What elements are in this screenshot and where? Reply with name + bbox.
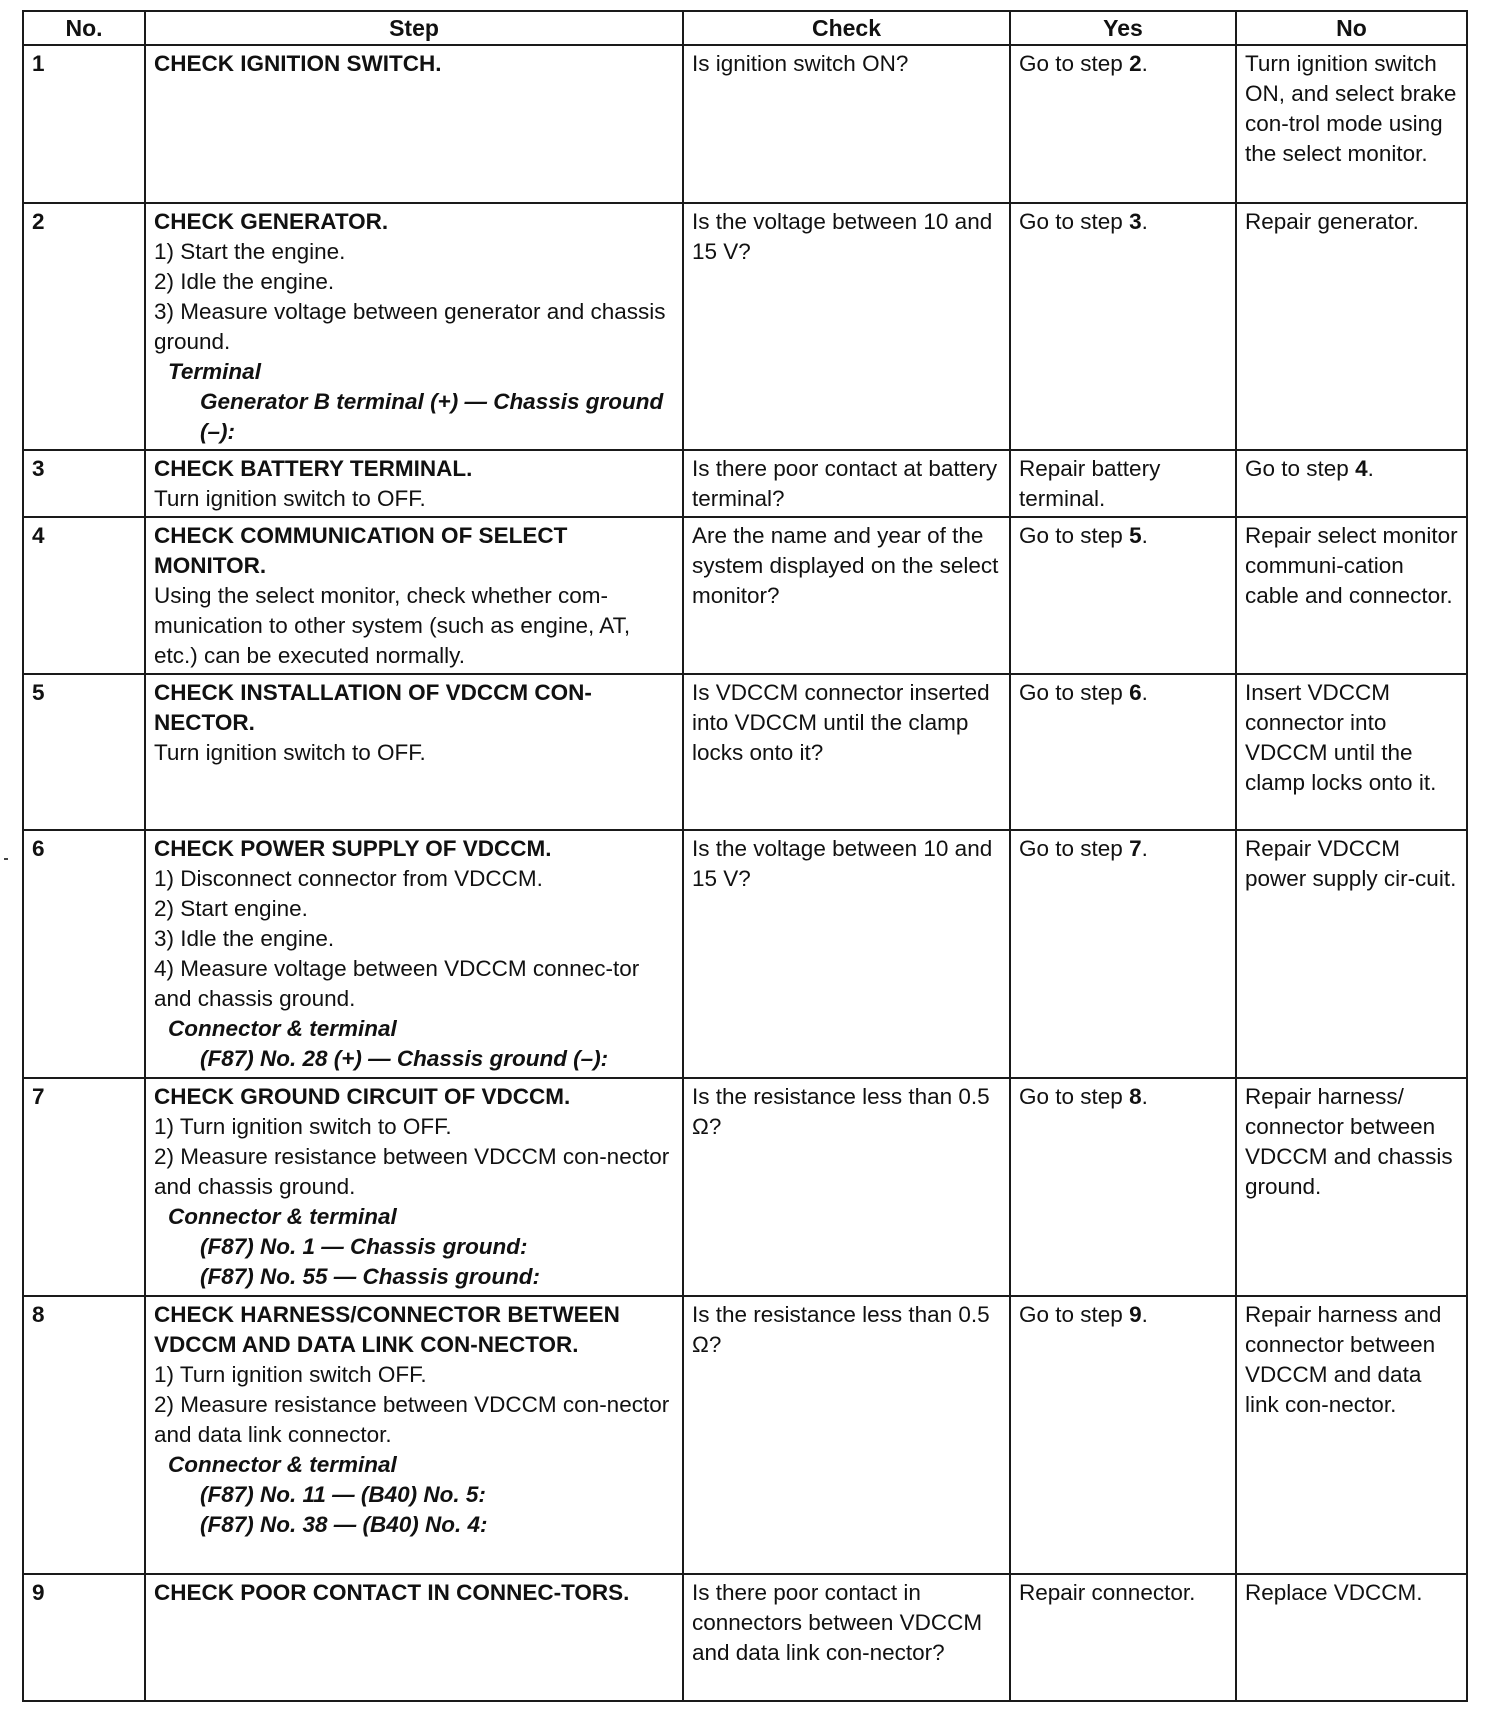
step-instruction: 1) Disconnect connector from VDCCM. [154, 866, 543, 891]
step-number: 2 [23, 203, 145, 450]
table-row [23, 450, 1467, 517]
spec-item: (F87) No. 38 — (B40) No. 4: [200, 1512, 488, 1537]
yes-action-step-ref: 5 [1129, 523, 1142, 548]
step-title: CHECK IGNITION SWITCH. [154, 51, 442, 76]
yes-action-tail: . [1141, 1302, 1148, 1327]
yes-action [1010, 674, 1236, 830]
step-instruction: 2) Measure resistance between VDCCM con-nector and chassis ground. [154, 1144, 670, 1199]
check-question: Is there poor contact in connectors between VDCCM and data link con-nector? [683, 1574, 1010, 1701]
step-instruction: Turn ignition switch to OFF. [154, 740, 426, 765]
no-action-text: Insert VDCCM connector into VDCCM until the clamp locks onto it. [1245, 680, 1437, 795]
step-instruction: 1) Turn ignition switch OFF. [154, 1362, 427, 1387]
yes-action-step-ref: 3 [1129, 209, 1142, 234]
spec-item: (F87) No. 28 (+) — Chassis ground (–): [200, 1046, 609, 1071]
step-cell [145, 45, 683, 203]
diagnostic-page [22, 10, 1466, 1702]
no-action-text: Go to step [1245, 456, 1356, 481]
step-cell [145, 674, 683, 830]
no-action-text: Repair harness and connector between VDCCM and data link con-nector. [1245, 1302, 1442, 1417]
step-number: 4 [23, 517, 145, 674]
check-question: Is there poor contact at battery terminal? [683, 450, 1010, 517]
yes-action [1010, 1574, 1236, 1701]
yes-action [1010, 517, 1236, 674]
yes-action-text: Repair battery terminal. [1019, 456, 1161, 511]
step-title: CHECK COMMUNICATION OF SELECT MONITOR. [154, 523, 568, 578]
table-row [23, 45, 1467, 203]
yes-action [1010, 45, 1236, 203]
step-cell [145, 1296, 683, 1574]
no-action-tail: . [1367, 456, 1374, 481]
no-action-text: Repair VDCCM power supply cir-cuit. [1245, 836, 1457, 891]
header-no-action: No [1236, 11, 1467, 45]
check-question: Is ignition switch ON? [683, 45, 1010, 203]
step-number: 6 [23, 830, 145, 1078]
check-question: Is VDCCM connector inserted into VDCCM until the clamp locks onto it? [683, 674, 1010, 830]
table-row [23, 1296, 1467, 1574]
step-number: 5 [23, 674, 145, 830]
no-action-text: Replace VDCCM. [1245, 1580, 1423, 1605]
no-action-text: Repair harness/ connector between VDCCM and chassis ground. [1245, 1084, 1453, 1199]
table-row [23, 830, 1467, 1078]
step-title: CHECK INSTALLATION OF VDCCM CON-NECTOR. [154, 680, 592, 735]
step-cell [145, 203, 683, 450]
step-title: CHECK HARNESS/CONNECTOR BETWEEN VDCCM AND DATA LINK CON-NECTOR. [154, 1302, 620, 1357]
step-instruction: 3) Measure voltage between generator and chassis ground. [154, 299, 666, 354]
yes-action-step-ref: 2 [1129, 51, 1142, 76]
yes-action [1010, 1078, 1236, 1296]
yes-action-tail: . [1141, 523, 1148, 548]
stray-mark [4, 858, 8, 860]
yes-action-text: Go to step [1019, 836, 1130, 861]
step-number: 7 [23, 1078, 145, 1296]
step-cell [145, 1574, 683, 1701]
yes-action-text: Go to step [1019, 1302, 1130, 1327]
yes-action-step-ref: 7 [1129, 836, 1142, 861]
check-question: Are the name and year of the system displayed on the select monitor? [683, 517, 1010, 674]
no-action [1236, 203, 1467, 450]
yes-action-text: Go to step [1019, 209, 1130, 234]
table-row [23, 674, 1467, 830]
yes-action-tail: . [1141, 51, 1148, 76]
yes-action [1010, 203, 1236, 450]
step-title: CHECK POOR CONTACT IN CONNEC-TORS. [154, 1580, 630, 1605]
spec-item: (F87) No. 55 — Chassis ground: [200, 1264, 541, 1289]
header-step: Step [145, 11, 683, 45]
yes-action [1010, 1296, 1236, 1574]
no-action-step-ref: 4 [1355, 456, 1368, 481]
step-title: CHECK GENERATOR. [154, 209, 389, 234]
table-header-row [23, 11, 1467, 45]
yes-action-tail: . [1141, 680, 1148, 705]
check-question: Is the resistance less than 0.5 Ω? [683, 1078, 1010, 1296]
step-number: 9 [23, 1574, 145, 1701]
yes-action-text: Go to step [1019, 51, 1130, 76]
step-instruction: 1) Start the engine. [154, 239, 346, 264]
spec-item: Generator B terminal (+) — Chassis ground (–): [200, 389, 664, 444]
no-action [1236, 450, 1467, 517]
step-cell [145, 1078, 683, 1296]
yes-action-step-ref: 9 [1129, 1302, 1142, 1327]
check-question: Is the voltage between 10 and 15 V? [683, 203, 1010, 450]
header-no: No. [23, 11, 145, 45]
diagnostic-table [22, 10, 1468, 1702]
no-action [1236, 830, 1467, 1078]
table-row [23, 517, 1467, 674]
step-instruction: 4) Measure voltage between VDCCM connec-tor and chassis ground. [154, 956, 640, 1011]
no-action [1236, 674, 1467, 830]
step-instruction: Turn ignition switch to OFF. [154, 486, 426, 511]
header-yes: Yes [1010, 11, 1236, 45]
step-number: 1 [23, 45, 145, 203]
yes-action [1010, 450, 1236, 517]
check-question: Is the resistance less than 0.5 Ω? [683, 1296, 1010, 1574]
step-instruction: 1) Turn ignition switch to OFF. [154, 1114, 452, 1139]
step-title: CHECK GROUND CIRCUIT OF VDCCM. [154, 1084, 571, 1109]
spec-label: Connector & terminal [168, 1204, 397, 1229]
yes-action-text: Go to step [1019, 1084, 1130, 1109]
yes-action-step-ref: 8 [1129, 1084, 1142, 1109]
no-action [1236, 1574, 1467, 1701]
spec-label: Connector & terminal [168, 1016, 397, 1041]
table-row [23, 203, 1467, 450]
yes-action-step-ref: 6 [1129, 680, 1142, 705]
no-action-text: Repair select monitor communi-cation cable and connector. [1245, 523, 1458, 608]
step-number: 3 [23, 450, 145, 517]
header-check: Check [683, 11, 1010, 45]
step-cell [145, 450, 683, 517]
no-action [1236, 1078, 1467, 1296]
spec-label: Terminal [168, 359, 261, 384]
step-instruction: 3) Idle the engine. [154, 926, 335, 951]
no-action [1236, 1296, 1467, 1574]
step-cell [145, 517, 683, 674]
step-title: CHECK POWER SUPPLY OF VDCCM. [154, 836, 552, 861]
yes-action [1010, 830, 1236, 1078]
step-instruction: 2) Start engine. [154, 896, 308, 921]
step-instruction: 2) Idle the engine. [154, 269, 335, 294]
spec-item: (F87) No. 11 — (B40) No. 5: [200, 1482, 486, 1507]
table-row [23, 1078, 1467, 1296]
step-number: 8 [23, 1296, 145, 1574]
step-instruction: Using the select monitor, check whether com-munication to other system (such as engine, AT, etc.) can be executed normally. [154, 583, 631, 668]
spec-item: (F87) No. 1 — Chassis ground: [200, 1234, 528, 1259]
check-question: Is the voltage between 10 and 15 V? [683, 830, 1010, 1078]
no-action-text: Turn ignition switch ON, and select brake con-trol mode using the select monitor. [1245, 51, 1457, 166]
no-action [1236, 45, 1467, 203]
no-action [1236, 517, 1467, 674]
yes-action-tail: . [1141, 836, 1148, 861]
yes-action-tail: . [1141, 209, 1148, 234]
step-cell [145, 830, 683, 1078]
no-action-text: Repair generator. [1245, 209, 1419, 234]
step-title: CHECK BATTERY TERMINAL. [154, 456, 473, 481]
step-instruction: 2) Measure resistance between VDCCM con-nector and data link connector. [154, 1392, 670, 1447]
yes-action-text: Repair connector. [1019, 1580, 1196, 1605]
table-row [23, 1574, 1467, 1701]
yes-action-text: Go to step [1019, 523, 1130, 548]
spec-label: Connector & terminal [168, 1452, 397, 1477]
yes-action-text: Go to step [1019, 680, 1130, 705]
yes-action-tail: . [1141, 1084, 1148, 1109]
table-body [23, 45, 1467, 1701]
